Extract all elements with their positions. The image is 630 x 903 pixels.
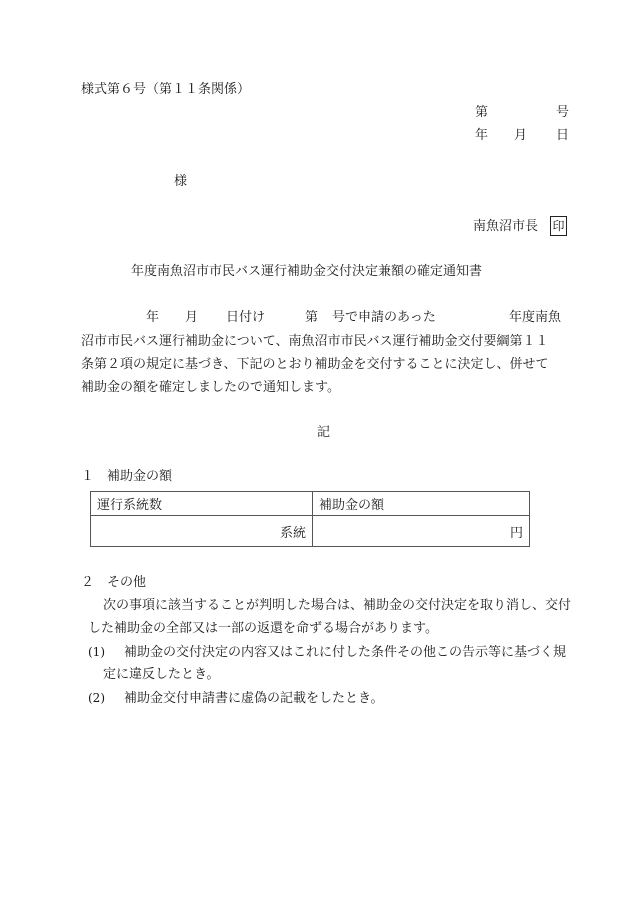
item-number: (2) — [88, 691, 105, 705]
seal-mark: 印 — [550, 216, 567, 236]
table-header-row — [91, 492, 530, 516]
body-line1-dated: 日付け — [226, 310, 266, 325]
section2-intro-line2: した補助金の全部又は一部の返還を命ずる場合があります。 — [88, 621, 438, 636]
body-line1-applied: 号で申請のあった — [332, 310, 436, 325]
date-day: 日 — [556, 128, 570, 143]
body-line1-no: 第 — [305, 310, 319, 325]
list-item — [88, 690, 383, 707]
body-line3: 条第２項の規定に基づき、下記のとおり補助金を交付することに決定し、併せて — [81, 357, 549, 372]
amount-table — [90, 491, 530, 547]
cell-subsidy-amount: 円 — [313, 516, 530, 547]
addressee: 様 — [174, 174, 188, 189]
section1-title: １ 補助金の額 — [81, 469, 173, 484]
document-number-suffix: 号 — [556, 105, 570, 120]
section2-intro-line1: 次の事項に該当することが判明した場合は、補助金の交付決定を取り消し、交付 — [103, 598, 572, 613]
body-line2: 沼市市民バス運行補助金について、南魚沼市市民バス運行補助金交付要綱第１１ — [81, 334, 549, 349]
item-text: 補助金交付申請書に虚偽の記載をしたとき。 — [124, 691, 384, 706]
item-number: (1) — [88, 645, 105, 659]
date-year: 年 — [475, 128, 489, 143]
header-route-count: 運行系統数 — [91, 492, 313, 516]
body-line1-month: 月 — [185, 310, 199, 325]
section2-title: ２ その他 — [81, 575, 147, 590]
form-number: 様式第６号（第１１条関係） — [81, 82, 251, 97]
header-subsidy-amount: 補助金の額 — [313, 492, 530, 516]
ki-heading: 記 — [317, 425, 331, 440]
date-month: 月 — [514, 128, 528, 143]
document-number-label: 第 — [475, 105, 489, 120]
body-line4: 補助金の額を確定しましたので通知します。 — [81, 380, 340, 395]
body-line1-fiscal: 年度南魚 — [509, 310, 562, 325]
item-text: 補助金の交付決定の内容又はこれに付した条件その他この告示等に基づく規 — [124, 645, 567, 660]
issuer-name: 南魚沼市長 — [473, 219, 539, 234]
cell-route-count: 系統 — [91, 516, 313, 547]
document-title: 年度南魚沼市市民バス運行補助金交付決定兼額の確定通知書 — [131, 264, 483, 279]
table-row — [91, 516, 530, 547]
list-item — [88, 644, 566, 661]
body-line1-year: 年 — [146, 310, 160, 325]
item1-line2: 定に違反したとき。 — [103, 667, 220, 682]
